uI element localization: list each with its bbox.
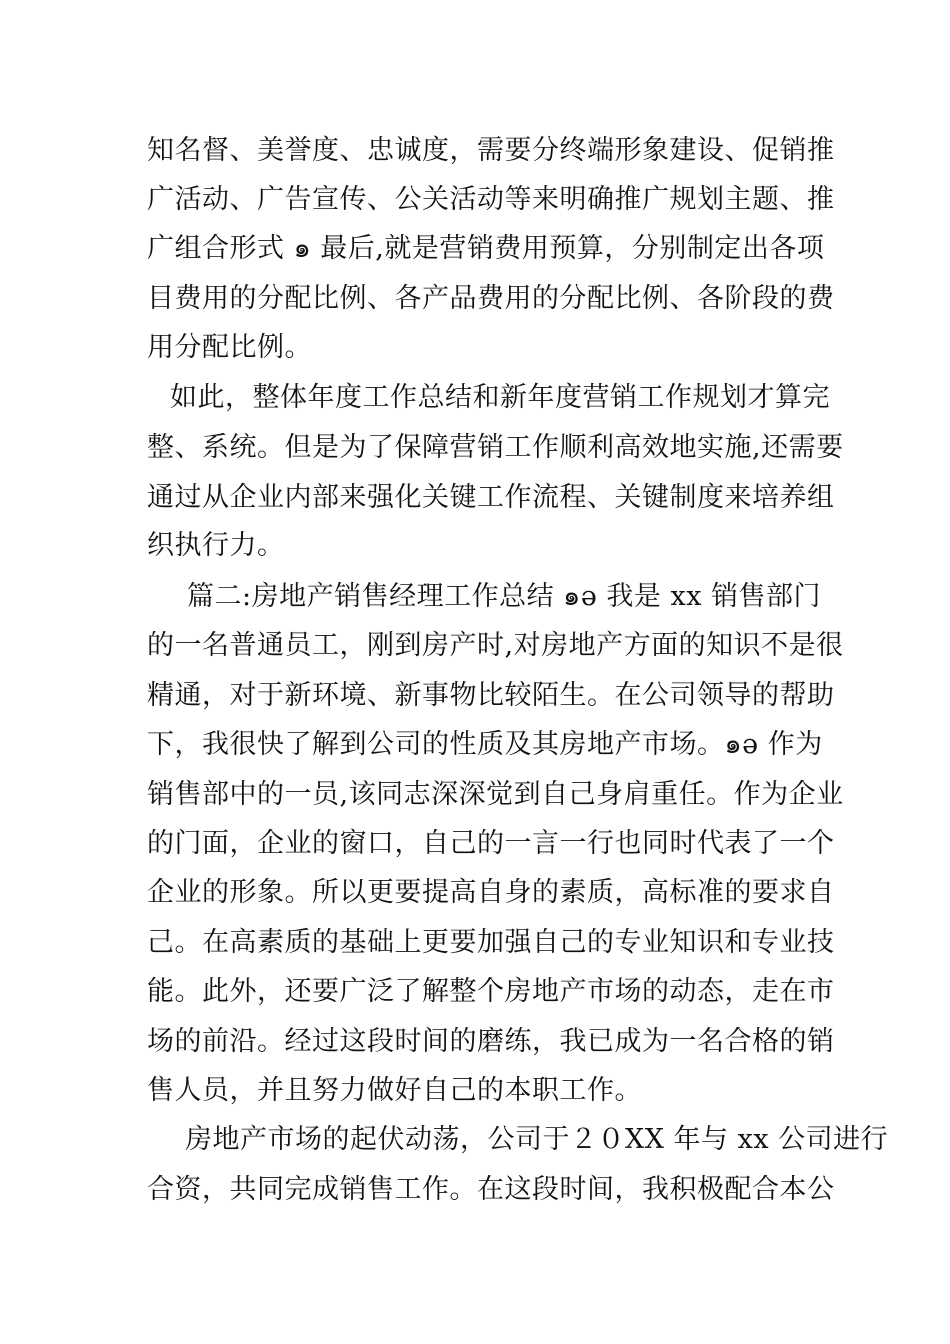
text-line: 广组合形式 ๑ 最后,就是营销费用预算，分别制定出各项 [147,233,825,264]
text-line: 织执行力。 [147,530,285,561]
text-line: 用分配比例。 [147,332,312,363]
text-line: 知名督、美誉度、忠诚度，需要分终端形象建设、促销推 [147,135,835,166]
text-line: 己。在高素质的基础上更要加强自己的专业知识和专业技 [147,927,835,958]
text-line: 目费用的分配比例、各产品费用的分配比例、各阶段的费 [147,283,835,314]
text-line: 销售部中的一员,该同志深深觉到自己身肩重任。作为企业 [147,779,844,810]
text-line: 整、系统。但是为了保障营销工作顺利高效地实施,还需要 [147,432,844,463]
text-line: 场的前沿。经过这段时间的磨练，我已成为一名合格的销 [147,1026,835,1057]
section-heading-line: 篇二:房地产销售经理工作总结 ๑ə 我是 xx 销售部门 [187,581,821,612]
paragraph-start-line: 如此，整体年度工作总结和新年度营销工作规划才算完 [170,382,830,413]
text-line: 的门面，企业的窗口，自己的一言一行也同时代表了一个 [147,828,835,859]
text-line: 精通，对于新环境、新事物比较陌生。在公司领导的帮助 [147,680,835,711]
text-line: 通过从企业内部来强化关键工作流程、关键制度来培养组 [147,482,835,513]
text-line: 下，我很快了解到公司的性质及其房地产市场。๑ə 作为 [147,729,823,760]
text-line: 售人员，并且努力做好自己的本职工作。 [147,1075,642,1106]
text-line: 广活动、广告宣传、公关活动等来明确推广规划主题、推 [147,184,835,215]
text-line: 企业的形象。所以更要提高自身的素质，高标准的要求自 [147,877,835,908]
paragraph-start-line: 房地产市场的起伏动荡，公司于２０XX 年与 xx 公司进行 [185,1124,889,1155]
text-line: 的一名普通员工，刚到房产时,对房地产方面的知识不是很 [147,630,844,661]
text-line: 合资，共同完成销售工作。在这段时间，我积极配合本公 [147,1174,835,1205]
text-line: 能。此外，还要广泛了解整个房地产市场的动态，走在市 [147,976,835,1007]
